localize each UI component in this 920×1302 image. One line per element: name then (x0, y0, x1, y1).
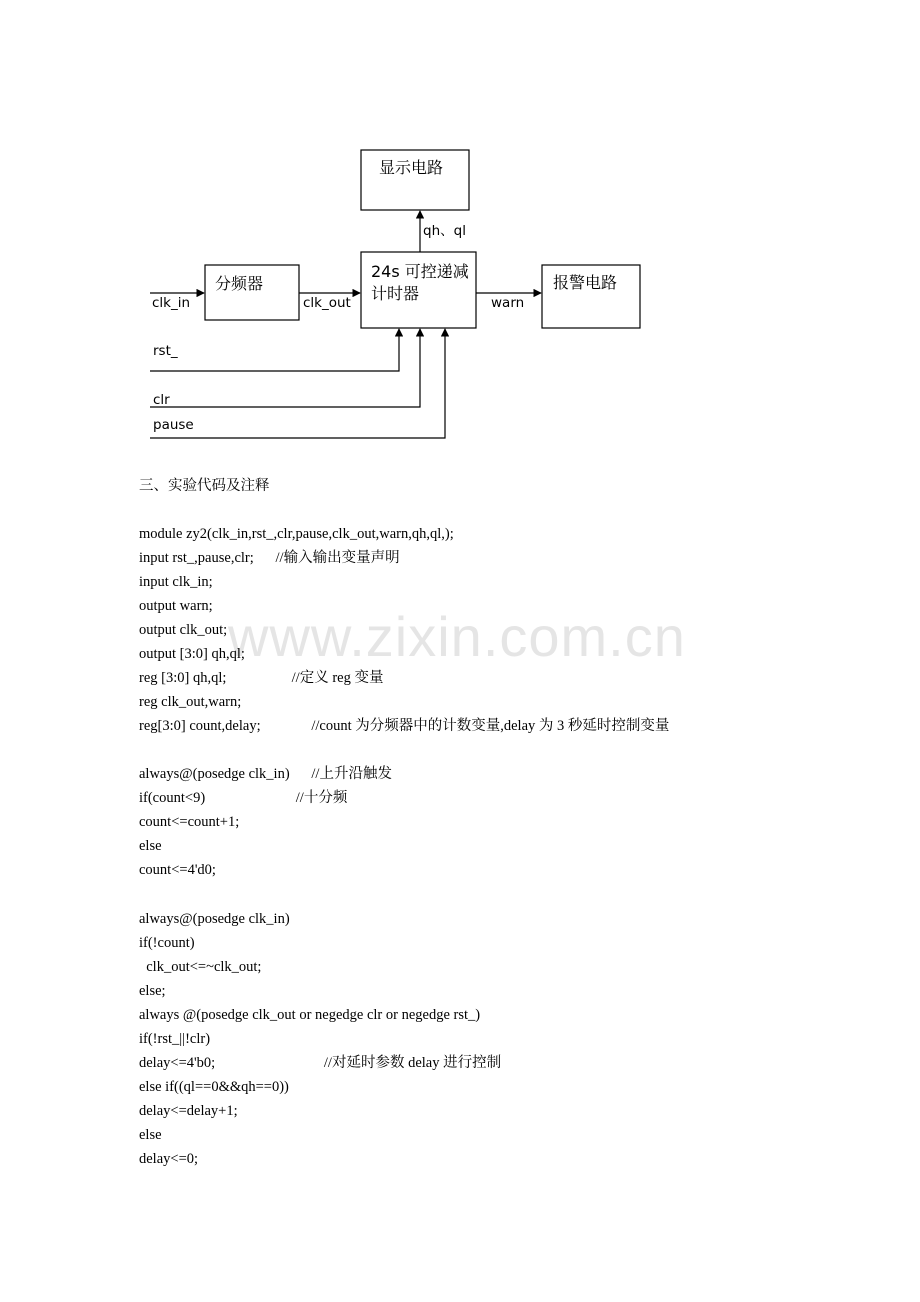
code-line: else (139, 838, 162, 854)
code-line: always@(posedge clk_in) (139, 911, 290, 927)
code-line: if(count<9) //十分频 (139, 790, 348, 806)
section-title: 三、实验代码及注释 (139, 478, 270, 494)
code-line: delay<=delay+1; (139, 1103, 238, 1119)
code-line: reg[3:0] count,delay; //count 为分频器中的计数变量,delay 为 3 秒延时控制变量 (139, 718, 670, 734)
alarm-circuit-label: 报警电路 (553, 273, 618, 292)
rst-label: rst_ (153, 343, 178, 359)
rst-line (150, 329, 399, 371)
code-line: always @(posedge clk_out or negedge clr or negedge rst_) (139, 1007, 481, 1023)
warn-label: warn (491, 295, 525, 311)
watermark: www.zixin.com.cn (228, 605, 686, 668)
clr-line (150, 329, 420, 407)
code-line: else; (139, 983, 166, 999)
countdown-timer-label-line2: 计时器 (371, 284, 420, 303)
code-line: else if((ql==0&&qh==0)) (139, 1079, 289, 1095)
code-line: else (139, 1127, 162, 1143)
block-diagram (0, 0, 920, 460)
code-line: count<=4'd0; (139, 862, 216, 878)
code-line: module zy2(clk_in,rst_,clr,pause,clk_out,warn,qh,ql,); (139, 526, 454, 542)
code-line: if(!count) (139, 935, 195, 951)
qh-ql-label: qh、ql (423, 223, 466, 239)
code-line: input clk_in; (139, 574, 213, 590)
code-line: clk_out<=~clk_out; (139, 959, 262, 975)
code-line: input rst_,pause,clr; //输入输出变量声明 (139, 550, 400, 566)
code-line: delay<=0; (139, 1151, 199, 1167)
code-line: reg [3:0] qh,ql; //定义 reg 变量 (139, 670, 384, 686)
pause-line (150, 329, 445, 438)
code-line: output clk_out; (139, 622, 228, 638)
countdown-timer-label-line1: 24s 可控递减 (371, 262, 469, 281)
code-line: reg clk_out,warn; (139, 694, 242, 710)
pause-label: pause (153, 417, 194, 433)
code-line: if(!rst_||!clr) (139, 1031, 211, 1047)
clk-in-label: clk_in (152, 295, 191, 311)
code-line: delay<=4'b0; //对延时参数 delay 进行控制 (139, 1055, 502, 1071)
clr-label: clr (153, 392, 170, 408)
code-line: count<=count+1; (139, 814, 240, 830)
code-line: output [3:0] qh,ql; (139, 646, 245, 662)
clk-out-label: clk_out (303, 295, 351, 311)
frequency-divider-label: 分频器 (215, 274, 264, 293)
code-line: output warn; (139, 598, 213, 614)
display-circuit-label: 显示电路 (379, 158, 444, 177)
code-line: always@(posedge clk_in) //上升沿触发 (139, 766, 392, 782)
